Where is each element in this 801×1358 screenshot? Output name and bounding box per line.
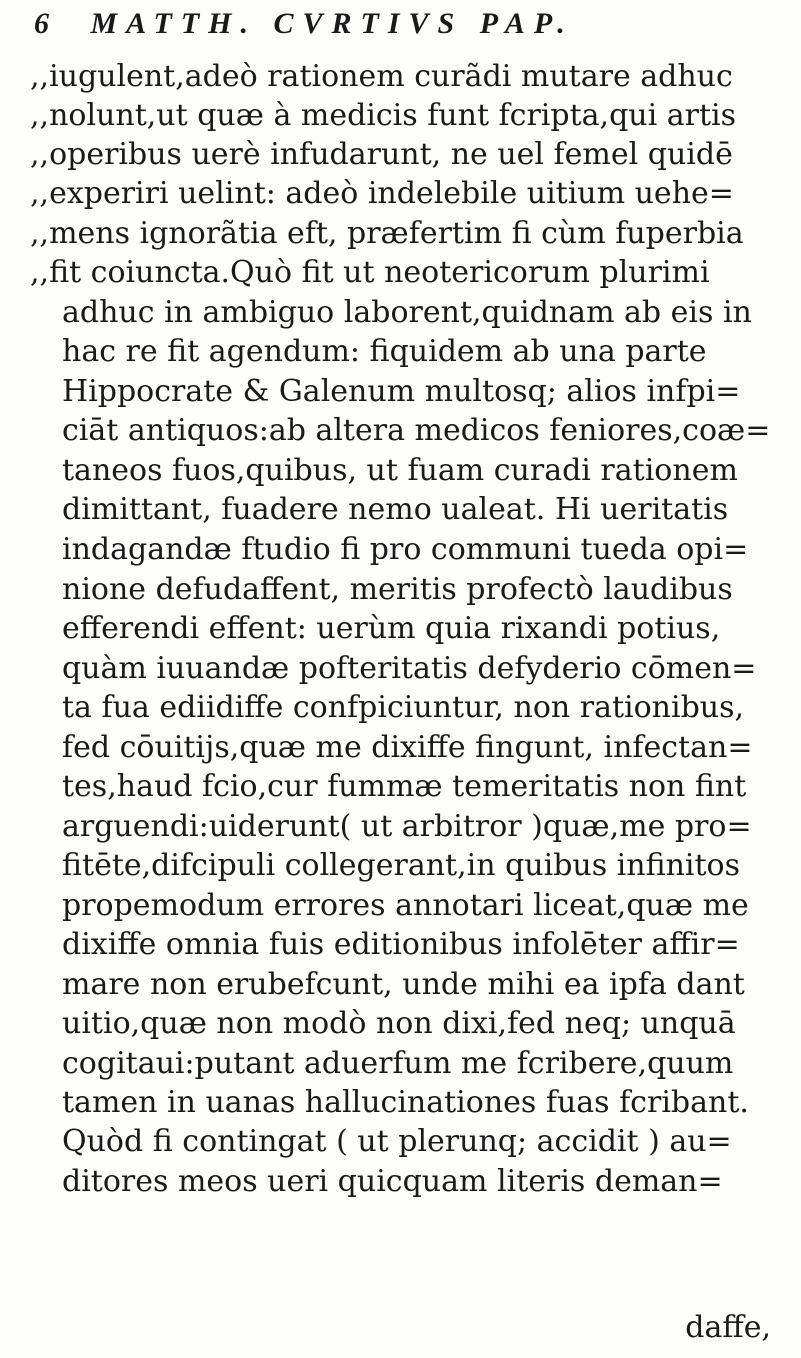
text-line-13: indagandæ ftudio fi pro communi tueda opi= <box>62 532 749 567</box>
text-line-29: ditores meos ueri quicquam literis deman= <box>62 1164 723 1199</box>
text-line-2: ,,nolunt,ut quæ à medicis funt fcripta,qui artis <box>30 98 736 133</box>
text-line-9: Hippocrate & Galenum multosq; alios infpi= <box>62 374 741 409</box>
text-line-12: dimittant, fuadere nemo ualeat. Hi ueritatis <box>62 492 729 527</box>
text-line-16: quàm iuuandæ pofteritatis defyderio cōmen= <box>62 651 757 686</box>
text-line-8: hac re fit agendum: fiquidem ab una parte <box>62 334 707 369</box>
text-line-3: ,,operibus uerè infudarunt, ne uel femel quidē <box>30 137 733 172</box>
page-number: 6 <box>34 7 49 40</box>
text-line-5: ,,mens ignorãtia eft, præfertim fi cùm fuperbia <box>30 216 744 251</box>
text-line-11: taneos fuos,quibus, ut fuam curadi rationem <box>62 453 738 488</box>
text-line-14: nione defudaffent, meritis profectò laudibus <box>62 572 733 607</box>
text-line-22: propemodum errores annotari liceat,quæ me <box>62 888 749 923</box>
text-line-28: Quòd fi contingat ( ut plerunq; accidit ) au= <box>62 1124 732 1159</box>
text-line-21: fitēte,difcipuli collegerant,in quibus infinitos <box>62 848 741 883</box>
text-line-17: ta fua ediidiffe confpiciuntur, non rationibus, <box>62 690 745 725</box>
text-line-20: arguendi:uiderunt( ut arbitror )quæ,me pro= <box>62 809 752 844</box>
text-line-7: adhuc in ambiguo laborent,quidnam ab eis in <box>62 295 752 330</box>
text-line-4: ,,experiri uelint: adeò indelebile uitium uehe= <box>30 176 734 211</box>
catchword: daffe, <box>685 1310 771 1345</box>
text-line-10: ciāt antiquos:ab altera medicos feniores,coæ= <box>62 413 771 448</box>
text-line-1: ,,iugulent,adeò rationem curãdi mutare adhuc <box>30 59 733 94</box>
running-header <box>34 4 734 44</box>
text-line-23: dixiffe omnia fuis editionibus infolēter affir= <box>62 927 740 962</box>
text-line-15: efferendi effent: uerùm quia rixandi potius, <box>62 611 721 646</box>
text-line-19: tes,haud fcio,cur fummæ temeritatis non fint <box>62 769 747 804</box>
text-line-26: cogitaui:putant aduerfum me fcribere,quum <box>62 1046 734 1081</box>
text-line-25: uitio,quæ non modò non dixi,fed neq; unquā <box>62 1006 736 1041</box>
text-line-24: mare non erubefcunt, unde mihi ea ipfa dant <box>62 967 745 1002</box>
text-line-6: ,,fit coiuncta.Quò fit ut neotericorum plurimi <box>30 255 710 290</box>
text-line-18: fed cōuitijs,quæ me dixiffe fingunt, infectan= <box>62 730 753 765</box>
text-line-27: tamen in uanas hallucinationes fuas fcribant. <box>62 1085 749 1120</box>
running-title: MATTH. CVRTIVS PAP. <box>90 7 574 40</box>
